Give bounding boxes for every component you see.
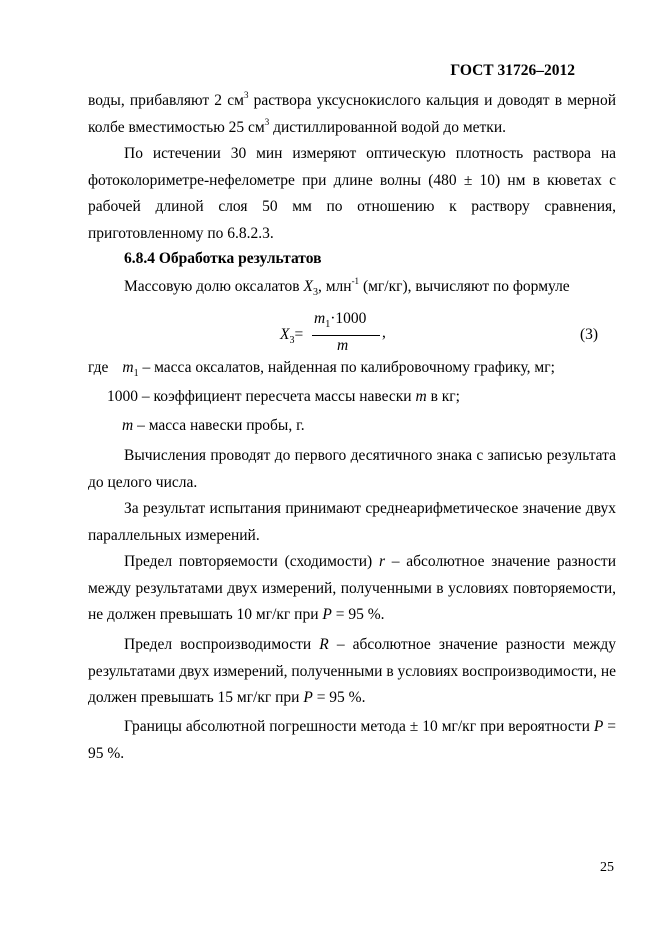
text-fragment: воды, прибавляют 2 см <box>88 92 244 109</box>
where-m1 <box>88 359 555 377</box>
variable: m <box>122 417 134 434</box>
paragraph-reagent-addition <box>88 88 616 141</box>
superscript: 3 <box>264 116 270 127</box>
text-fragment: Границы абсолютной погрешности метода ± 10 мг/кг при вероятности <box>124 718 594 735</box>
variable: m <box>314 310 326 327</box>
text-fragment: ·1000 <box>330 310 367 327</box>
variable: r <box>378 553 385 570</box>
variable: X <box>280 326 290 343</box>
variable: m <box>415 388 427 405</box>
text-fragment: (мг/кг), вычисляют по формуле <box>359 278 570 295</box>
superscript: -1 <box>351 276 360 286</box>
text-fragment: дистиллированной водой до метки. <box>269 118 507 136</box>
text-fragment: = 95 %. <box>331 606 385 623</box>
text-fragment: Предел повторяемости (сходимости) <box>124 553 379 570</box>
formula-denominator: m <box>337 337 349 354</box>
superscript: 3 <box>243 90 249 100</box>
subscript: 1 <box>325 319 331 330</box>
paragraph-calculation: Вычисления проводят до первого десятичного знака с записью результата до целого числа. <box>88 447 616 491</box>
formula-comma: , <box>382 324 386 341</box>
paragraph-error-bounds <box>88 714 616 767</box>
text-fragment: Массовую долю оксалатов <box>124 278 304 295</box>
subscript: 3 <box>289 335 295 346</box>
variable: P <box>593 718 604 735</box>
where-m <box>122 417 305 435</box>
text-fragment: = 95 %. <box>88 718 616 762</box>
document-header: ГОСТ 31726–2012 <box>450 62 575 79</box>
section-heading: 6.8.4 Обработка результатов <box>124 250 322 267</box>
text-fragment: – абсолютное значение разности между результатами двух измерений, полученными в условиях повторяемости, не должен превышать 10 мг/кг при <box>88 553 616 623</box>
variable: X <box>303 278 313 295</box>
variable: m <box>122 359 134 376</box>
text-fragment: – масса оксалатов, найденная по калибровочному графику, мг; <box>138 359 555 376</box>
text-fragment: = 95 %. <box>312 689 366 706</box>
paragraph-repeatability <box>88 549 616 629</box>
text-fragment: , млн <box>317 278 352 295</box>
page-number: 25 <box>600 860 614 875</box>
where-label: где <box>88 359 109 376</box>
formula-lhs <box>280 326 303 344</box>
paragraph-measurement: По истечении 30 мин измеряют оптическую плотность раствора на фотоколориметре-нефелометре при длине волны (480 ± 10) нм в кюветах с рабочей длиной слоя 50 мм по отношению к раствору сравнения, приготовленному по 6.8.2.3. <box>88 145 616 242</box>
text-fragment: Предел воспроизводимости <box>124 636 320 653</box>
equals-sign: = <box>294 326 304 343</box>
formula-intro <box>124 278 570 296</box>
equation-number: (3) <box>580 326 599 343</box>
text-fragment: раствора уксуснокислого кальция и доводят в мерной колбе вместимостью 25 см <box>88 92 616 136</box>
variable: P <box>322 606 332 623</box>
where-1000 <box>107 388 460 406</box>
text-fragment: – абсолютное значение разности между результатами двух измерений, полученными в условиях воспроизводимости, не должен превышать 15 мг/кг при <box>88 636 616 706</box>
subscript: 1 <box>133 368 139 379</box>
variable: P <box>303 689 313 706</box>
subscript: 3 <box>312 287 318 298</box>
text-fragment: 1000 – коэффициент пересчета массы навески <box>107 388 416 405</box>
paragraph-result: За результат испытания принимают среднеарифметическое значение двух параллельных измерений. <box>88 500 616 544</box>
text-fragment: в кг; <box>426 388 460 405</box>
paragraph-reproducibility <box>88 632 616 712</box>
formula <box>280 310 390 360</box>
variable: R <box>319 636 329 653</box>
fraction-bar <box>312 335 380 336</box>
formula-numerator <box>314 310 366 328</box>
text-fragment: – масса навески пробы, г. <box>133 417 305 434</box>
